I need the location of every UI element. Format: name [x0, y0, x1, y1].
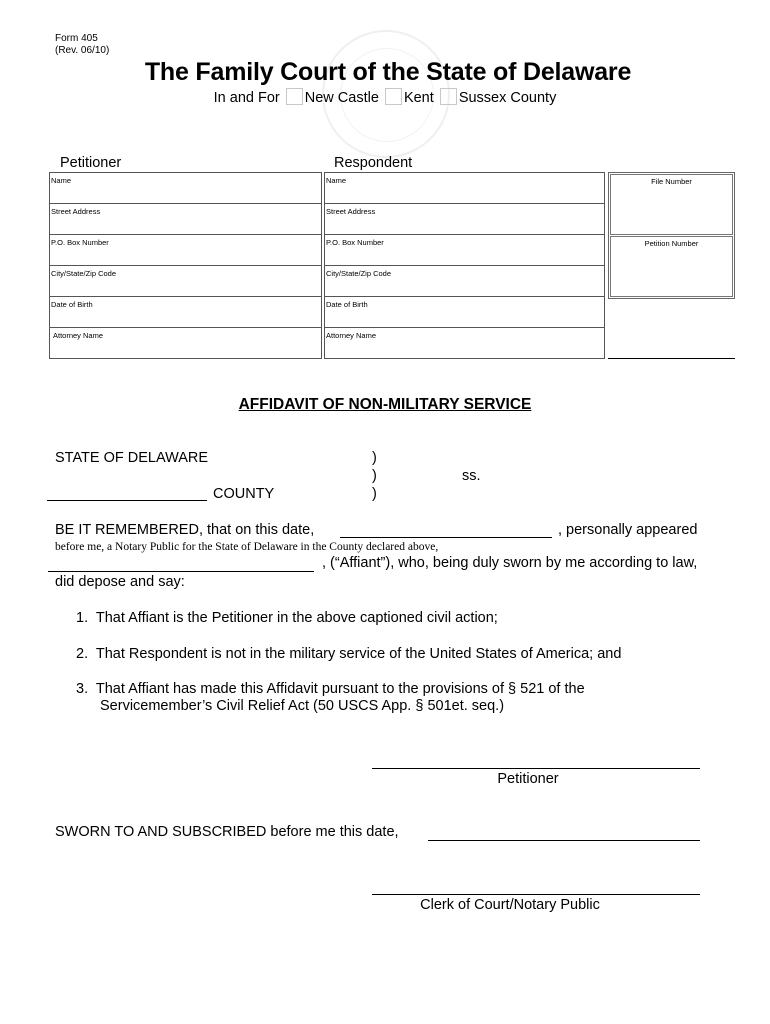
clerk-signature-label: Clerk of Court/Notary Public: [420, 897, 600, 913]
file-number-field[interactable]: [610, 174, 733, 235]
form-number-block: [55, 33, 109, 57]
form-revision: (Rev. 06/10): [55, 45, 110, 56]
field-label: P.O. Box Number: [51, 238, 109, 247]
paren-2: ): [372, 468, 377, 484]
affiant-name-blank[interactable]: [48, 571, 314, 572]
list-item: [76, 610, 498, 626]
court-title: The Family Court of the State of Delaware: [144, 58, 632, 86]
respondent-street-field[interactable]: [324, 203, 605, 235]
respondent-attorney-field[interactable]: [324, 327, 605, 359]
respondent-pobox-field[interactable]: [324, 234, 605, 266]
state-label: STATE OF DELAWARE: [55, 450, 209, 466]
field-label: City/State/Zip Code: [51, 269, 117, 278]
petitioner-signature-line[interactable]: [372, 768, 700, 769]
county-selection: [0, 88, 770, 106]
field-label: Attorney Name: [53, 331, 104, 340]
ss-label: ss.: [462, 468, 481, 484]
item-text: That Affiant is the Petitioner in the above captioned civil action;: [95, 610, 498, 626]
item-text-continued: Servicemember’s Civil Relief Act (50 USCS App. § 501et. seq.): [100, 698, 505, 714]
field-label: Date of Birth: [51, 300, 93, 309]
petitioner-signature-label: Petitioner: [497, 771, 559, 787]
item-text: That Affiant has made this Affidavit pursuant to the provisions of § 521 of the: [95, 681, 585, 697]
petitioner-fields: [49, 172, 322, 359]
county-label: COUNTY: [213, 486, 275, 502]
respondent-heading: Respondent: [334, 155, 413, 171]
kent-label: Kent: [403, 90, 434, 106]
item-number: 2.: [76, 646, 89, 662]
item-number: 1.: [76, 610, 89, 626]
affiant-text: , (“Affiant”), who, being duly sworn by me according to law,: [322, 555, 698, 571]
sworn-text: SWORN TO AND SUBSCRIBED before me this date,: [55, 824, 399, 840]
paren-3: ): [372, 486, 377, 502]
personally-appeared-text: , personally appeared: [558, 522, 698, 538]
clerk-signature-line[interactable]: [372, 894, 700, 895]
list-item: [76, 681, 585, 697]
petitioner-street-field[interactable]: [49, 203, 322, 235]
petitioner-heading: Petitioner: [60, 155, 122, 171]
petition-number-label: Petition Number: [644, 239, 699, 248]
petitioner-pobox-field[interactable]: [49, 234, 322, 266]
file-blank-line[interactable]: [608, 358, 735, 359]
list-item: [76, 646, 621, 662]
depose-text: did depose and say:: [55, 574, 185, 590]
item-text: That Respondent is not in the military service of the United States of America; and: [95, 646, 622, 662]
petitioner-dob-field[interactable]: [49, 296, 322, 328]
respondent-name-field[interactable]: [324, 172, 605, 204]
petition-number-field[interactable]: [610, 236, 733, 297]
field-label: P.O. Box Number: [326, 238, 384, 247]
notary-text: before me, a Notary Public for the State of Delaware in the County declared above,: [55, 541, 439, 553]
field-label: Street Address: [51, 207, 101, 216]
field-label: Date of Birth: [326, 300, 368, 309]
field-label: Street Address: [326, 207, 376, 216]
petitioner-city-field[interactable]: [49, 265, 322, 297]
respondent-fields: [324, 172, 605, 359]
sworn-date-blank[interactable]: [428, 840, 700, 841]
paren-1: ): [372, 450, 377, 466]
new-castle-label: New Castle: [304, 90, 379, 106]
county-blank[interactable]: [47, 500, 207, 501]
in-and-for-label: In and For: [213, 90, 280, 106]
affidavit-title: AFFIDAVIT OF NON-MILITARY SERVICE: [238, 396, 532, 413]
sussex-label: Sussex County: [458, 90, 557, 106]
form-number: Form 405: [55, 33, 98, 44]
sussex-checkbox[interactable]: [440, 88, 457, 105]
kent-checkbox[interactable]: [385, 88, 402, 105]
field-label: City/State/Zip Code: [326, 269, 392, 278]
item-number: 3.: [76, 681, 89, 697]
remembered-text: BE IT REMEMBERED, that on this date,: [55, 522, 315, 538]
date-blank[interactable]: [340, 537, 552, 538]
field-label: Name: [326, 176, 347, 185]
respondent-dob-field[interactable]: [324, 296, 605, 328]
new-castle-checkbox[interactable]: [286, 88, 303, 105]
petitioner-name-field[interactable]: [49, 172, 322, 204]
file-number-label: File Number: [651, 177, 692, 186]
respondent-city-field[interactable]: [324, 265, 605, 297]
case-number-box: [608, 172, 735, 299]
field-label: Attorney Name: [326, 331, 377, 340]
petitioner-attorney-field[interactable]: [49, 327, 322, 359]
field-label: Name: [51, 176, 72, 185]
